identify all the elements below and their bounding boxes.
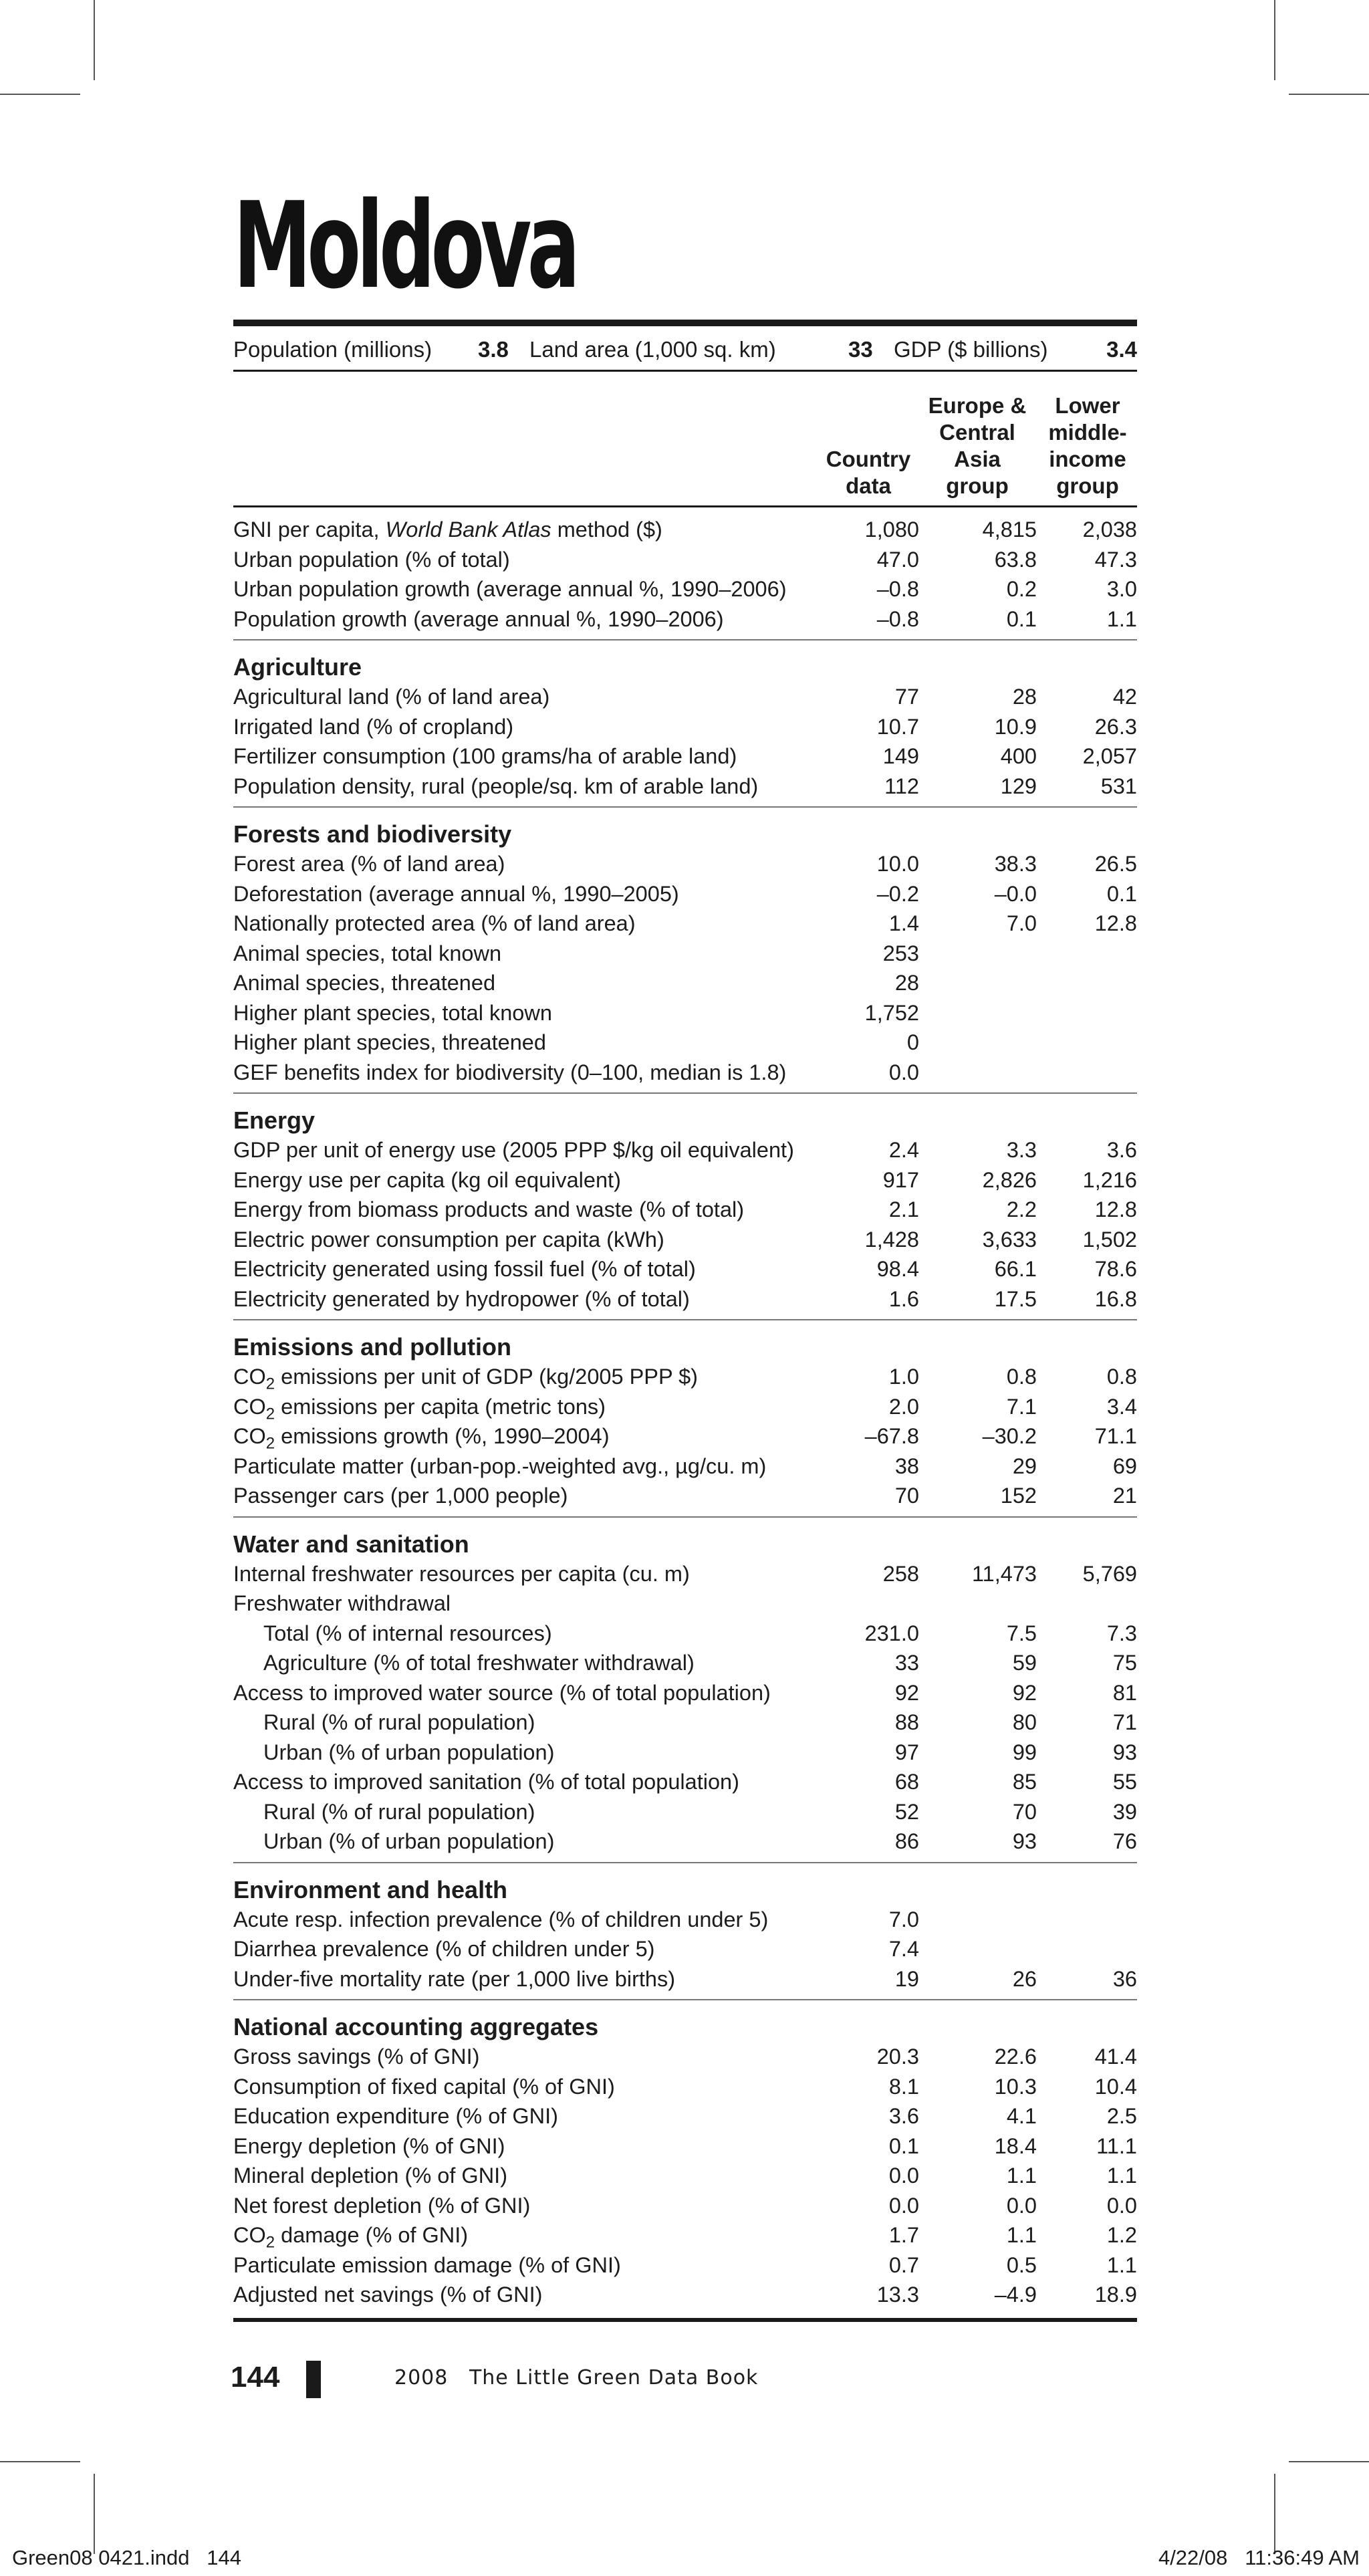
table-row [233, 574, 1137, 604]
table-row [233, 2042, 1137, 2072]
value-country: 88 [894, 1710, 919, 1734]
table-row [233, 879, 1137, 909]
row-label: Deforestation (average annual %, 1990–2005) [233, 881, 679, 906]
table-row [233, 712, 1137, 742]
value-income: 2,038 [1082, 517, 1137, 542]
value-region: 0.5 [1006, 2252, 1037, 2277]
table-row [233, 998, 1137, 1028]
table-row [233, 1451, 1137, 1482]
value-region: 7.5 [1006, 1621, 1037, 1645]
value-income: 69 [1112, 1453, 1137, 1478]
crop-mark [94, 0, 95, 80]
value-country: 231.0 [864, 1621, 919, 1645]
row-label: Population density, rural (people/sq. km of arable land) [233, 774, 759, 798]
value-region: 0.0 [1006, 2193, 1037, 2218]
table-row [233, 2131, 1137, 2161]
subscript: 2 [265, 1405, 275, 1423]
summary-value-gdp: 3.4 [1106, 337, 1137, 362]
value-country: 1.6 [888, 1286, 919, 1311]
value-region: 10.3 [994, 2074, 1037, 2099]
value-income: 2.5 [1106, 2104, 1137, 2128]
value-region: 1.1 [1006, 2223, 1037, 2247]
table-row [233, 2220, 1137, 2250]
value-country: 0.0 [888, 2193, 919, 2218]
value-income: 55 [1112, 1770, 1137, 1794]
row-label: Adjusted net savings (% of GNI) [233, 2282, 543, 2307]
footer-year: 2008 [394, 2366, 449, 2389]
value-income: 3.6 [1106, 1138, 1137, 1162]
table-row [233, 545, 1137, 575]
value-region: 4,815 [982, 517, 1037, 542]
summary-label-population: Population (millions) [233, 337, 432, 362]
value-income: 76 [1112, 1829, 1137, 1853]
italic-text: World Bank Atlas [385, 517, 551, 542]
subscript: 2 [265, 2233, 275, 2252]
row-label: Diarrhea prevalence (% of children under 5) [233, 1937, 655, 1961]
value-income: 0.0 [1106, 2193, 1137, 2218]
value-income: 11.1 [1096, 2133, 1137, 2158]
row-label: Freshwater withdrawal [233, 1591, 451, 1615]
value-income: 26.5 [1094, 852, 1137, 876]
value-country: 2.0 [888, 1394, 919, 1419]
table-row [233, 968, 1137, 998]
value-country: 70 [894, 1484, 919, 1508]
row-label: Access to improved sanitation (% of total population) [233, 1770, 739, 1794]
row-label: Higher plant species, threatened [233, 1030, 546, 1054]
row-label: Animal species, total known [233, 941, 502, 965]
row-label: Gross savings (% of GNI) [233, 2044, 480, 2069]
value-country: 13.3 [876, 2282, 919, 2307]
value-region: 18.4 [994, 2133, 1037, 2158]
value-country: 28 [894, 971, 919, 995]
value-country: 253 [882, 941, 919, 965]
summary-label-land-area: Land area (1,000 sq. km) [529, 337, 776, 362]
section-title: National accounting aggregates [233, 2013, 599, 2040]
row-label: Irrigated land (% of cropland) [233, 714, 514, 739]
value-region: 0.8 [1006, 1365, 1037, 1389]
row-label: Agricultural land (% of land area) [233, 685, 550, 709]
table-row [233, 1135, 1137, 1165]
row-label: GNI per capita, World Bank Atlas method ($) [233, 517, 662, 542]
section-title: Energy [233, 1106, 316, 1134]
table-row [233, 1421, 1137, 1451]
table-row [233, 2250, 1137, 2280]
table-row [233, 1964, 1137, 1994]
value-region: 99 [1012, 1740, 1037, 1764]
section [233, 1094, 1137, 1320]
row-label: Internal freshwater resources per capita (cu. m) [233, 1561, 690, 1586]
value-region: 1.1 [1006, 2163, 1037, 2188]
row-label: Population growth (average annual %, 1990–2006) [233, 606, 724, 631]
table-row [233, 2161, 1137, 2191]
table-row [233, 1648, 1137, 1678]
value-country: 0.0 [888, 1060, 919, 1084]
value-country: 97 [894, 1740, 919, 1764]
title-rule [233, 320, 1137, 326]
section [233, 1320, 1137, 1518]
table-row [233, 2280, 1137, 2310]
value-region: 85 [1012, 1770, 1037, 1794]
value-country: 77 [894, 685, 919, 709]
value-income: 1.2 [1106, 2223, 1137, 2247]
value-region: 22.6 [994, 2044, 1037, 2069]
table-row [233, 1678, 1137, 1708]
column-header-region: Europe & Central Asia group [928, 393, 1027, 498]
value-income: 531 [1100, 774, 1137, 798]
value-region: 70 [1012, 1799, 1037, 1824]
row-label: Fertilizer consumption (100 grams/ha of arable land) [233, 744, 737, 768]
value-income: 10.4 [1094, 2074, 1137, 2099]
value-income: 39 [1112, 1799, 1137, 1824]
row-label: Urban (% of urban population) [263, 1829, 555, 1853]
value-region: 129 [1000, 774, 1037, 798]
value-income: 71.1 [1094, 1424, 1137, 1448]
row-label: GEF benefits index for biodiversity (0–100, median is 1.8) [233, 1060, 787, 1084]
value-income: 1.1 [1106, 606, 1137, 631]
row-label: GDP per unit of energy use (2005 PPP $/kg oil equivalent) [233, 1138, 794, 1162]
crop-mark [1274, 0, 1275, 80]
table-row [233, 772, 1137, 802]
section-title: Water and sanitation [233, 1530, 469, 1558]
row-label: $CO_2$ emissions per capita (metric tons) [233, 1394, 606, 1423]
table-row [233, 604, 1137, 634]
value-region: 400 [1000, 744, 1037, 768]
slug-timestamp: 4/22/08 11:36:49 AM [1158, 2546, 1360, 2569]
value-region: 59 [1012, 1651, 1037, 1675]
section-title: Agriculture [233, 653, 362, 681]
value-income: 1,502 [1082, 1227, 1137, 1252]
value-income: 3.0 [1106, 577, 1137, 601]
value-country: 10.7 [876, 714, 919, 739]
table-row [233, 1254, 1137, 1284]
value-income: 78.6 [1094, 1257, 1137, 1281]
section [233, 1518, 1137, 1863]
value-country: 1.0 [888, 1365, 919, 1389]
table-row [233, 939, 1137, 969]
section-intro [233, 507, 1137, 640]
value-region: 11,473 [972, 1561, 1037, 1586]
table-row [233, 1738, 1137, 1768]
value-income: 1.1 [1106, 2163, 1137, 2188]
value-country: 1,752 [864, 1000, 919, 1025]
value-income: 36 [1112, 1966, 1137, 1991]
value-income: 12.8 [1094, 1197, 1137, 1221]
crop-mark [1289, 94, 1369, 95]
row-label: Mineral depletion (% of GNI) [233, 2163, 508, 2188]
value-region: 0.1 [1006, 606, 1037, 631]
crop-mark [0, 2461, 80, 2462]
footer-book-title [394, 2365, 758, 2391]
value-income: 16.8 [1094, 1286, 1137, 1311]
value-country: 68 [894, 1770, 919, 1794]
value-region: –0.0 [994, 881, 1037, 906]
table-row [233, 1827, 1137, 1857]
row-label: Urban population (% of total) [233, 547, 510, 572]
value-region: 4.1 [1006, 2104, 1037, 2128]
value-region: 38.3 [994, 852, 1037, 876]
row-label: Animal species, threatened [233, 971, 496, 995]
value-region: 10.9 [994, 714, 1037, 739]
row-label: Electric power consumption per capita (kWh) [233, 1227, 664, 1252]
value-country: –67.8 [864, 1424, 919, 1448]
row-label: Under-five mortality rate (per 1,000 live births) [233, 1966, 676, 1991]
column-header-country: Country data [826, 447, 911, 498]
subscript: 2 [265, 1375, 275, 1393]
value-region: 152 [1000, 1484, 1037, 1508]
value-region: 2.2 [1006, 1197, 1037, 1221]
table-row [233, 1284, 1137, 1314]
row-label: Total (% of internal resources) [263, 1621, 552, 1645]
value-country: 2.4 [888, 1138, 919, 1162]
subscript: 2 [265, 1434, 275, 1453]
row-label: Energy from biomass products and waste (% of total) [233, 1197, 745, 1221]
table-row [233, 909, 1137, 939]
value-country: 86 [894, 1829, 919, 1853]
value-country: 1.7 [888, 2223, 919, 2247]
row-label: Net forest depletion (% of GNI) [233, 2193, 531, 2218]
table-row [233, 1165, 1137, 1195]
table-row [233, 1195, 1137, 1225]
row-label: Consumption of fixed capital (% of GNI) [233, 2074, 615, 2099]
value-income: 12.8 [1094, 911, 1137, 935]
value-country: 1,080 [864, 517, 919, 542]
value-country: –0.8 [876, 606, 919, 631]
table-row [233, 515, 1137, 545]
value-country: 0.1 [888, 2133, 919, 2158]
value-region: 93 [1012, 1829, 1037, 1853]
value-income: 7.3 [1106, 1621, 1137, 1645]
table-row [233, 741, 1137, 772]
value-income: 1,216 [1082, 1167, 1137, 1192]
section [233, 2000, 1137, 2315]
value-income: 93 [1112, 1740, 1137, 1764]
summary-rule [233, 370, 1137, 372]
value-region: 0.2 [1006, 577, 1037, 601]
value-country: 38 [894, 1453, 919, 1478]
value-country: 19 [894, 1966, 919, 1991]
value-income: 18.9 [1094, 2282, 1137, 2307]
value-region: 26 [1012, 1966, 1037, 1991]
crop-mark [1274, 2474, 1275, 2554]
value-region: 7.1 [1006, 1394, 1037, 1419]
table-row [233, 1708, 1137, 1738]
row-label: Urban (% of urban population) [263, 1740, 555, 1764]
value-income: 3.4 [1106, 1394, 1137, 1419]
value-country: –0.2 [876, 881, 919, 906]
value-country: 0 [906, 1030, 919, 1054]
row-label: Education expenditure (% of GNI) [233, 2104, 558, 2128]
value-country: 10.0 [876, 852, 919, 876]
table-row [233, 1797, 1137, 1827]
value-income: 5,769 [1082, 1561, 1137, 1586]
value-country: 1,428 [864, 1227, 919, 1252]
value-income: 0.8 [1106, 1365, 1137, 1389]
value-country: 258 [882, 1561, 919, 1586]
value-country: 0.0 [888, 2163, 919, 2188]
value-region: 92 [1012, 1680, 1037, 1705]
value-country: 0.7 [888, 2252, 919, 2277]
row-label: Nationally protected area (% of land area) [233, 911, 636, 935]
value-income: 1.1 [1106, 2252, 1137, 2277]
row-label: $CO_2$ emissions per unit of GDP (kg/2005 PPP $) [233, 1365, 698, 1393]
value-country: 20.3 [876, 2044, 919, 2069]
value-region: –30.2 [982, 1424, 1037, 1448]
value-income: 42 [1112, 685, 1137, 709]
value-country: 47.0 [876, 547, 919, 572]
row-label: Particulate matter (urban-pop.-weighted avg., µg/cu. m) [233, 1453, 767, 1478]
table-bottom-rule [233, 2318, 1137, 2322]
table-row [233, 1589, 1137, 1619]
value-income: 0.1 [1106, 881, 1137, 906]
table-row [233, 849, 1137, 879]
value-region: 17.5 [994, 1286, 1037, 1311]
section-title: Forests and biodiversity [233, 820, 512, 848]
data-table [233, 507, 1137, 2315]
summary-label-gdp: GDP ($ billions) [894, 337, 1048, 362]
value-country: 1.4 [888, 911, 919, 935]
table-row [233, 2101, 1137, 2131]
table-row [233, 2072, 1137, 2102]
value-region: 28 [1012, 685, 1037, 709]
table-row [233, 1619, 1137, 1649]
value-region: 3.3 [1006, 1138, 1037, 1162]
crop-mark [0, 94, 80, 95]
table-row [233, 1934, 1137, 1964]
row-label: Electricity generated by hydropower (% of total) [233, 1286, 690, 1311]
value-income: 41.4 [1094, 2044, 1137, 2069]
row-label: Acute resp. infection prevalence (% of children under 5) [233, 1907, 769, 1931]
value-country: 7.0 [888, 1907, 919, 1931]
value-income: 2,057 [1082, 744, 1137, 768]
footer-title: The Little Green Data Book [469, 2366, 759, 2389]
value-country: 8.1 [888, 2074, 919, 2099]
value-region: 63.8 [994, 547, 1037, 572]
row-label: Access to improved water source (% of total population) [233, 1680, 771, 1705]
value-country: 7.4 [888, 1937, 919, 1961]
table-row [233, 1392, 1137, 1422]
value-income: 47.3 [1094, 547, 1137, 572]
value-region: 2,826 [982, 1167, 1037, 1192]
row-label: Agriculture (% of total freshwater withdrawal) [263, 1651, 695, 1675]
row-label: Energy depletion (% of GNI) [233, 2133, 505, 2158]
slug-file: Green08 0421.indd 144 [12, 2546, 241, 2569]
section [233, 808, 1137, 1094]
section-title: Emissions and pollution [233, 1333, 512, 1361]
row-label: $CO_2$ emissions growth (%, 1990–2004) [233, 1424, 610, 1453]
table-row [233, 682, 1137, 712]
value-country: 33 [894, 1651, 919, 1675]
value-country: 149 [882, 744, 919, 768]
value-country: 112 [884, 774, 919, 798]
value-country: 3.6 [888, 2104, 919, 2128]
footer-bar [306, 2361, 321, 2398]
page-title: Moldova [233, 177, 576, 315]
crop-mark [1289, 2461, 1369, 2462]
summary-line [233, 333, 1137, 366]
table-row [233, 1559, 1137, 1589]
value-country: –0.8 [876, 577, 919, 601]
value-region: 29 [1012, 1453, 1037, 1478]
page-number: 144 [231, 2361, 280, 2393]
value-income: 75 [1112, 1651, 1137, 1675]
value-country: 2.1 [888, 1197, 919, 1221]
row-label: Higher plant species, total known [233, 1000, 552, 1025]
row-label: Forest area (% of land area) [233, 852, 505, 876]
row-label: Rural (% of rural population) [263, 1799, 535, 1824]
summary-value-population: 3.8 [478, 337, 509, 362]
table-row [233, 1058, 1137, 1088]
section [233, 1863, 1137, 2001]
row-label: Electricity generated using fossil fuel (% of total) [233, 1257, 696, 1281]
row-label: Passenger cars (per 1,000 people) [233, 1484, 568, 1508]
table-row [233, 1225, 1137, 1255]
value-income: 71 [1112, 1710, 1137, 1734]
value-region: 7.0 [1006, 911, 1037, 935]
row-label: Particulate emission damage (% of GNI) [233, 2252, 621, 2277]
value-country: 917 [882, 1167, 919, 1192]
value-income: 21 [1112, 1484, 1137, 1508]
value-income: 26.3 [1094, 714, 1137, 739]
row-label: $CO_2$ damage (% of GNI) [233, 2223, 469, 2252]
row-label: Urban population growth (average annual %, 1990–2006) [233, 577, 787, 601]
value-region: –4.9 [994, 2282, 1037, 2307]
summary-value-land-area: 33 [848, 337, 873, 362]
table-row [233, 2191, 1137, 2221]
value-country: 98.4 [876, 1257, 919, 1281]
table-row [233, 1028, 1137, 1058]
crop-mark [94, 2474, 95, 2554]
table-row [233, 1767, 1137, 1797]
value-country: 92 [894, 1680, 919, 1705]
section [233, 640, 1137, 808]
row-label: Rural (% of rural population) [263, 1710, 535, 1734]
section-title: Environment and health [233, 1875, 508, 1903]
table-row [233, 1481, 1137, 1511]
table-row [233, 1362, 1137, 1392]
value-region: 3,633 [982, 1227, 1037, 1252]
value-country: 52 [894, 1799, 919, 1824]
value-region: 66.1 [994, 1257, 1037, 1281]
column-header-income: Lower middle- income group [1048, 393, 1127, 498]
row-label: Energy use per capita (kg oil equivalent) [233, 1167, 621, 1192]
table-row [233, 1905, 1137, 1935]
value-income: 81 [1112, 1680, 1137, 1705]
value-region: 80 [1012, 1710, 1037, 1734]
